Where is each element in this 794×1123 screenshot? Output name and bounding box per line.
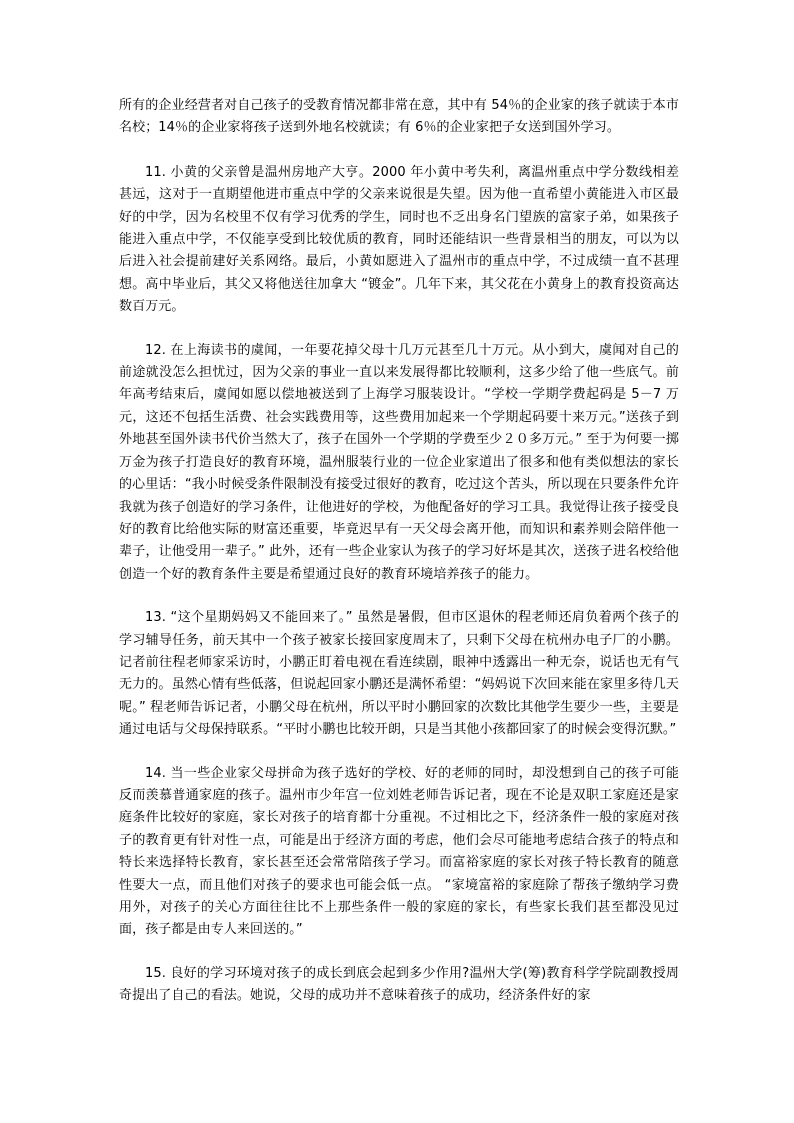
paragraph-12: 12. 在上海读书的虞闻，一年要花掉父母十几万元甚至几十万元。从小到大，虞闻对自己的前途就没怎么担忧过，因为父亲的事业一直以来发展得都比较顺利，这多少给了他一些底气。前年高考结束后，虞闻如愿以偿地被送到了上海学习服装设计。“学校一学期学费起码是 5－7 万元，这还不包括生活费、社会实践费用等，这些费用加起来一个学期起码要十来万元。”送孩子到外地甚至国外读书代价当然大了，孩子在国外一个学期的学费至少２０多万元。” 至于为何要一掷万金为孩子打造良好的教育环境，温州服装行业的一位企业家道出了很多和他有类似想法的家长的心里话：“我小时候受条件限制没有接受过很好的教育，吃过这个苦头，所以现在只要条件允许我就为孩子创造好的学习条件，让他进好的学校，为他配备好的学习工具。我觉得让孩子接受良好的教育比给他实际的财富还重要，毕竟迟早有一天父母会离开他，而知识和素养则会陪伴他一辈子，让他受用一辈子。” 此外，还有一些企业家认为孩子的学习好坏是其次，送孩子进名校给他创造一个好的教育条件主要是希望通过良好的教育环境培养孩子的能力。 — [119, 342, 679, 582]
paragraph-15: 15. 良好的学习环境对孩子的成长到底会起到多少作用?温州大学(筹)教育科学学院副教授周奇提出了自己的看法。她说，父母的成功并不意味着孩子的成功，经济条件好的家 — [119, 965, 679, 1004]
paragraph-intro-continuation: 所有的企业经营者对自己孩子的受教育情况都非常在意，其中有 54％的企业家的孩子就读于本市名校；14％的企业家将孩子送到外地名校就读；有 6％的企业家把子女送到国外学习。 — [119, 98, 679, 136]
document-body — [119, 95, 679, 1029]
paragraph-14: 14. 当一些企业家父母拼命为孩子选好的学校、好的老师的同时，却没想到自己的孩子可能反而羡慕普通家庭的孩子。温州市少年宫一位刘姓老师告诉记者，现在不论是双职工家庭还是家庭条件比较好的家庭，家长对孩子的培育都十分重视。不过相比之下，经济条件一般的家庭对孩子的教育更有针对性一点，可能是出于经济方面的考虑，他们会尽可能地考虑结合孩子的特点和特长来选择特长教育，家长甚至还会常常陪孩子学习。而富裕家庭的家长对孩子特长教育的随意性要大一点，而且他们对孩子的要求也可能会低一点。 “家境富裕的家庭除了帮孩子缴纳学习费用外，对孩子的关心方面往往比不上那些条件一般的家庭的家长，有些家长我们甚至都没见过面，孩子都是由专人来回送的。” — [119, 765, 679, 938]
paragraph-13: 13. “这个星期妈妈又不能回来了。” 虽然是暑假，但市区退休的程老师还肩负着两个孩子的学习辅导任务，前天其中一个孩子被家长接回家度周末了，只剩下父母在杭州办电子厂的小鹏。记者前往程老师家采访时，小鹏正盯着电视在看连续剧，眼神中透露出一种无奈，说话也无有气无力的。虽然心情有些低落，但说起回家小鹏还是满怀希望：“妈妈说下次回来能在家里多待几天呢。” 程老师告诉记者，小鹏父母在杭州，所以平时小鹏回家的次数比其他学生要少一些，主要是通过电话与父母保持联系。“平时小鹏也比较开朗，只是当其他小孩都回家了的时候会变得沉默。” — [119, 610, 679, 738]
paragraph-11: 11. 小黄的父亲曾是温州房地产大亨。2000 年小黄中考失利，离温州重点中学分数线相差甚远，这对于一直期望他进市重点中学的父亲来说很是失望。因为他一直希望小黄能进入市区最好的中学，因为名校里不仅有学习优秀的学生，同时也不乏出身名门望族的富家子弟，如果孩子能进入重点中学，不仅能享受到比较优质的教育，同时还能结识一些背景相当的朋友，可以为以后进入社会提前建好关系网络。最后，小黄如愿进入了温州市的重点中学，不过成绩一直不甚理想。高中毕业后，其父又将他送往加拿大 “镀金”。几年下来，其父花在小黄身上的教育投资高达数百万元。 — [119, 164, 679, 315]
